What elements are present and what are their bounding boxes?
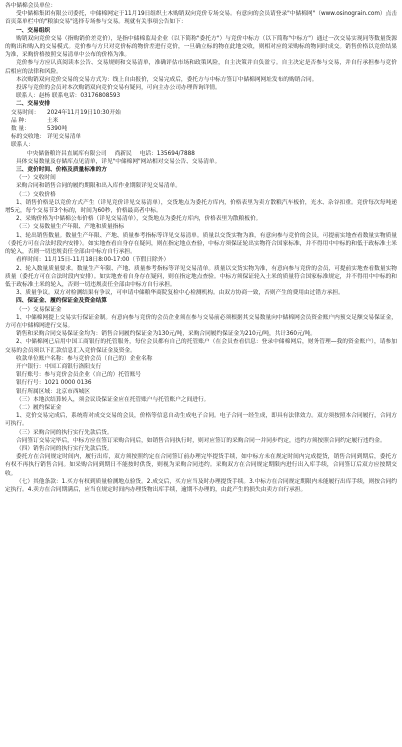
quantity-value: 5390吨 [47,126,68,133]
account-region: 银行所属区域：北京市西城区 [16,388,90,395]
other-terms: （七）其他条款：1.买方有权到质量检测地点验货。2.成交后，买方应当及时办理提货手续。3.中标方在合同规定期限内未能履行出库手续，则按合同约定执行。4.卖方在合同期满后，应当在规定时间内办理货物出库手续，逾期不办理的，由此产生的损失由卖方自行承担。 [5,478,397,493]
subsection-4-1-text-2: 销售和采购合同交易保证金均为：销售合同履约保证金为130元/吨，采购合同履约保证金为210元/吨，共计360元/吨。 [16,331,316,338]
subsection-4-2: （二）履约保证金 [16,404,62,411]
place-row [5,133,397,141]
subsection-4-1-text-3: 2、中储棉网已启用中国工商银行的托管服务，每位会员都有自己的托管账户（在会员查看信息：登录中储棉网后，财务管理—我的资金账户），请参加交易的会员须以下汇款信息汇入竞价保证金及资金。 [5,339,397,354]
subsection-3-3-text: 1、轮出销售数量。数量生产年限、产地、质量参考指标等详见交易清单。质量以交货实物为准，有意向参与竞价的会员，可提前实地查看数量实物质量（委托方可在合法时段内安排）。如实地查看自身存在疑问，则在指定地点查验，中标方须保证轮出实物符合国家标准，并不得用中中标的和低于政标准土米的轮入，否则一切违规责任全部由中标方自行承担。 [5,232,397,256]
seller-name: 尚新民 [114,150,132,157]
subsection-3-3-text-3: 3、质量争议。双方对检测结果有争议，可申请中储粮华商院复检中心检测机构。由双方协商一致，否则产生的费用由过错方承担。 [16,290,344,297]
subsection-3-2-text-2: 2、采购价格为中储棉公布价格（详见交易清单），交货地点为委托方库内，价格表里为散粮板价。 [16,216,262,223]
inspection-time: 看样时间：11月15日-11月18日8:00-17:00（节假日除外） [16,257,170,264]
subsection-4-2-text: 1、竞价交易完成后，系统将对成交交易的会员，价格等信息自动生成电子合同。电子合同一经生成，即具有法律效力。双方须按照本合同履行，合同方可执行。 [5,413,397,428]
account-bank-code: 银行行号：1021 0000 0136 [16,380,92,387]
subsection-4-3-text: 合同签订交易完毕后，中标方应在签订采购合同后，如销售合同执行时，则对应签订的采购合同一并同步约定，违约方须按照合同约定履行违约金。 [16,437,386,444]
section-3-heading: 三、竞价时间、价格及质量标准的方 [16,167,107,174]
greeting: 各中储棉会员单位： [5,3,57,9]
seller-contact-label: 联系人： [11,142,34,149]
section-1-para-1: 购销双向竞价交易（指购销价差竞价），是指中储棉监局企业（以下简称"委托方"）与竞价中标方（以下简称"中标方"）通过一次交易实现同等数量货源的购出和购入的交易模式。竞价参与方只对竞价标的物价差进行竞价，一旦确立标的物在此地交收，则相对应的采购标的物同时成交。销售价格以竞价结果为准，采购价格按照交易清单中公布的价格为准。 [5,35,397,59]
intro-paragraph: 受中储棉集团有限公司委托，中储棉网定于11月19日组织土木购销双向竞价专场交易。有意向的会员请登录"中储棉网"（www.osinograin.com）点击首页菜单栏中的"粮油交易"选择专场参与交易。现就有关事项公告如下： [5,11,397,26]
item-row [5,117,397,125]
subsection-4-4: （四）销售合同的执行实行先款后货。 [16,445,113,452]
account-number: 银行账号：参与竞价会员企业（自己的）托管账号 [16,372,142,379]
seller-row [5,150,397,158]
section-1-para-2: 竞价参与方应认真阅读本公告、交易规则和交易清单，准确评估市场和政策风险，自主决策并自负盈亏。自主决定是否参与交易，并自行承担参与竞价后相应的法律和风险。 [5,60,397,75]
trade-time-label: 交易时间： [11,109,40,116]
item-value: 土米 [47,117,59,124]
seller-phone: 电话：135694/7888 [139,150,195,157]
contact-line: 联系人：赵杨 联系电话：03176808593 [16,93,121,100]
subsection-3-3-text-2: 2、轮入数量质量要求。数量生产年限、产地、质量参考指标等详见交易清单。质量以交货实物为准，有意向参与竞价的会员，可提前实地查看数量实物质量（委托方可在合法时段内安排）。如实地查看自身存在疑问，则在指定地点查验。中标方须保证轮入土米的质量符合国家标准规定，并不得用中中标的和低于政标准土米的轮入，否则一切违规责任全部由中标方自行承担。 [5,265,397,288]
subsection-4-3: （三）采购合同的执行实行先款后货。 [16,429,113,436]
subsection-3-3: （三）交易数量生产年限、产地和质量指标 [16,224,125,231]
trade-time-value: 2024年11月19日10:30开始 [47,109,121,116]
seller-contact-label-row [5,141,397,149]
seller-note: 具体交易数量及存储库点见清单，详见"中储棉网"网站相对交易公告、交易清单。 [16,158,221,165]
subsection-4-1: （一）交易保证金 [16,306,62,313]
subsection-4-1-text-4: （三）本地次结算转入，须会议设保证金应在托管账户与托管账户之间进行。 [16,396,210,403]
seller-company: 中央储备粮许昌直属库有限公司 [27,150,107,157]
place-label: 标的交收地： [11,134,46,141]
section-1-para-3: 本次购销双向竞价交易的交易方式为：线上自由报价，交易完成后，委托方与中标方签订中储棉网网址发布的购销合同。 [16,76,318,83]
account-bank: 开户银行：中国工商银行洛阳支行 [16,363,102,370]
section-2-heading: 二、交易安排 [16,101,51,108]
subsection-3-1: （一）交收时间 [16,175,56,182]
quantity-row [5,125,397,133]
place-value: 详见交易清单 [47,134,82,141]
quantity-label: 数 量： [11,126,30,133]
item-label: 品 种： [11,117,30,124]
subsection-3-2-text: 1、销售价格是以竞价方式产生（详见竞价详见交易清单），交货地点为委托方库内，价格表里为卖方散粮汽车板价，光水、杂谷扣重。竞价每次每吨递增5元，每个交易节3个标的，时间为60秒，价格最高者中标。 [5,199,397,215]
trade-time-row [5,109,397,117]
account-title: 收款单位账户名称：参与竞价会员（自己的）企业名称 [16,355,153,362]
section-1-para-4: 投诉与竞价的会员对本次购销双向竞价交易有疑问，可向主办公司办理咨询详情。 [16,85,221,92]
subsection-3-2: （二）交收价格 [16,191,56,198]
subsection-4-4-text: 委托方在合同规定时间内，履行出库，双方须按照约定在合同签订前办理完毕提货手续，如中标方未在规定时间内完成提货，销售合同到期后，委托方有权不再执行销售合同。如采购合同到期日不能按时供货，则视为采购合同违约。采购双方在合同规定期限内进行出入库手续，合同签订后双方应按期交收。 [5,454,397,477]
section-1-heading: 一、交易组织 [16,27,51,34]
subsection-3-1-text: 采购合同和销售合同的履约期限和出入库作业期限详见交易清单。 [16,183,181,190]
section-4-heading: 四、保证金、履约保证金及资金结算 [16,298,107,305]
subsection-4-1-text: 1、中储棉网提上交易实行保证金制。有意向参与竞价的会员企业须在参与交易前必须根据其交易数量向中储棉网会员资金账户内预交足额交易保证金，方可在中储棉网进行交易。 [5,314,397,329]
